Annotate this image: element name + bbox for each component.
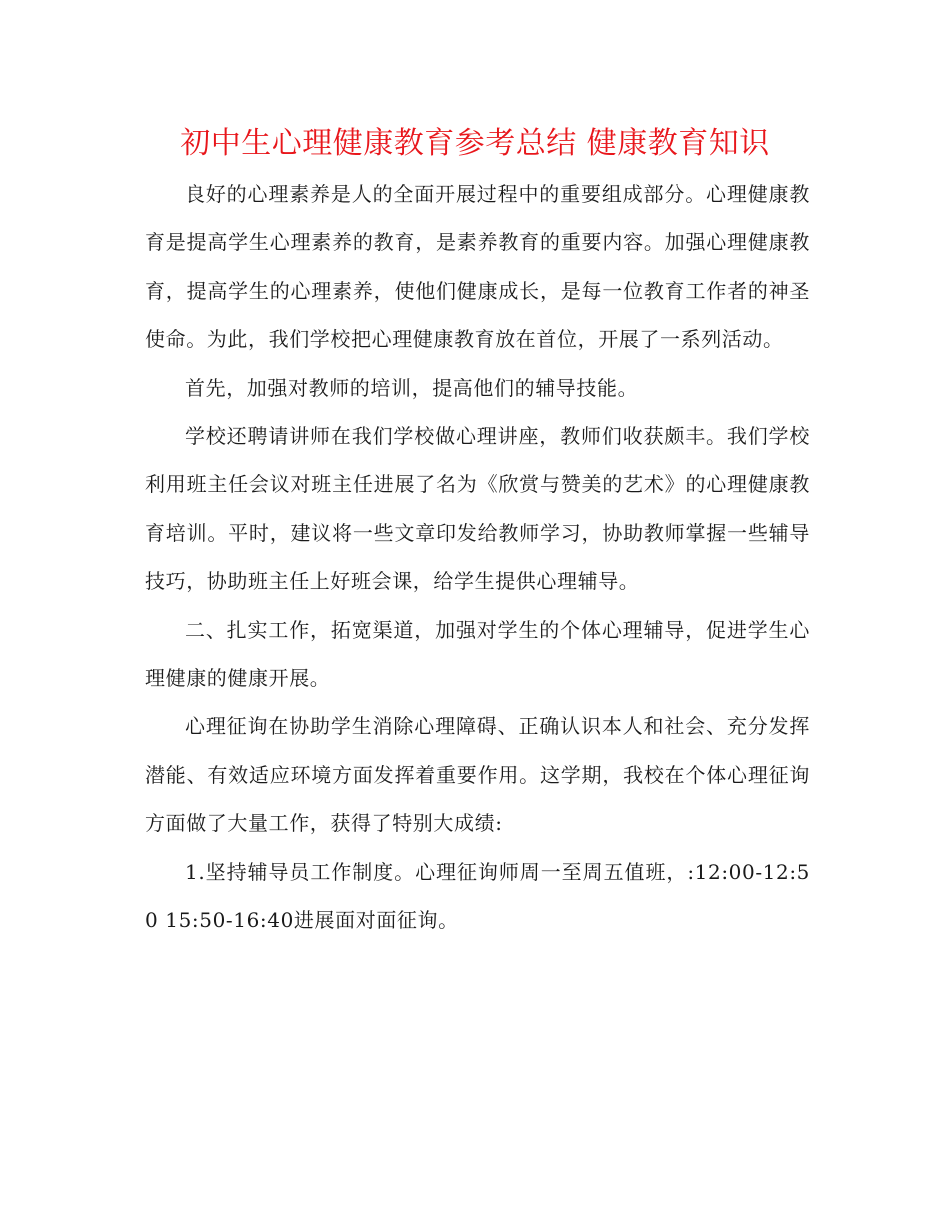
paragraph-item-one: 1.坚持辅导员工作制度。心理征询师周一至周五值班，:12:00-12:50 15:50-16:40进展面对面征询。 — [145, 859, 810, 933]
document-body — [145, 170, 810, 945]
paragraph-lectures: 学校还聘请讲师在我们学校做心理讲座，教师们收获颇丰。我们学校利用班主任会议对班主任进展了名为《欣赏与赞美的艺术》的心理健康教育培训。平时，建议将一些文章印发给教师学习，协助教师掌握一些辅导技巧，协助班主任上好班会课，给学生提供心理辅导。 — [145, 424, 810, 594]
paragraph-teacher-training: 首先，加强对教师的培训，提高他们的辅导技能。 — [185, 375, 639, 400]
paragraph-section-two: 二、扎实工作，拓宽渠道，加强对学生的个体心理辅导，促进学生心理健康的健康开展。 — [145, 617, 810, 691]
paragraph-intro: 良好的心理素养是人的全面开展过程中的重要组成部分。心理健康教育是提高学生心理素养的教育，是素养教育的重要内容。加强心理健康教育，提高学生的心理素养，使他们健康成长，是每一位教育工作者的神圣使命。为此，我们学校把心理健康教育放在首位，开展了一系列活动。 — [145, 182, 810, 352]
paragraph-counseling: 心理征询在协助学生消除心理障碍、正确认识本人和社会、充分发挥潜能、有效适应环境方面发挥着重要作用。这学期，我校在个体心理征询方面做了大量工作，获得了特别大成绩: — [145, 714, 810, 836]
document-title: 初中生心理健康教育参考总结 健康教育知识 — [180, 126, 770, 161]
